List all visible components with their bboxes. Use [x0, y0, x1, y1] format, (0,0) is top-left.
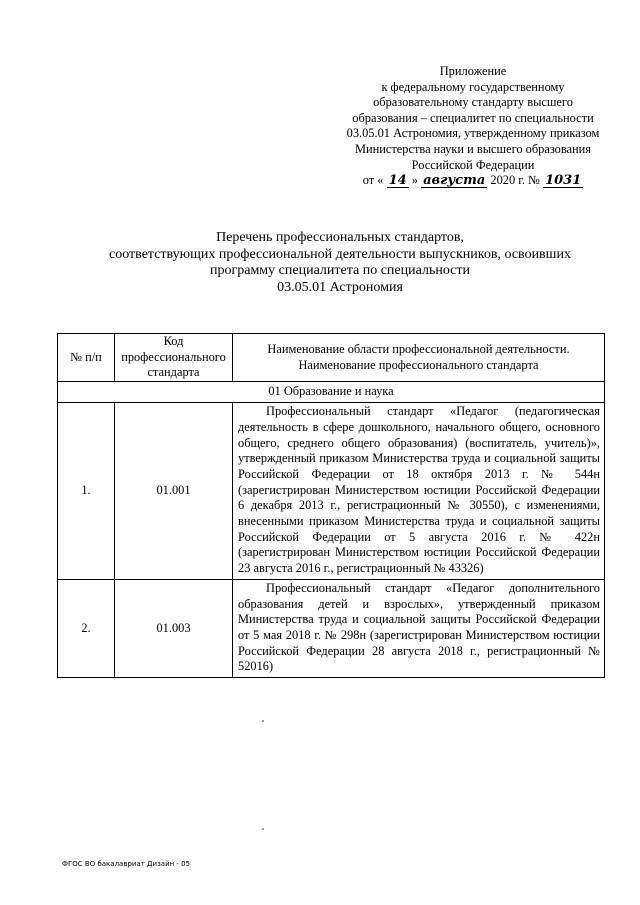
header-num: № п/п [58, 334, 115, 382]
row-num: 1. [58, 403, 115, 580]
scan-speck [262, 828, 264, 830]
header-code: Код профессионального стандарта [115, 334, 233, 382]
page-footer: ФГОС ВО бакалавриат Дизайн - 05 [62, 860, 191, 868]
header-name: Наименование области профессиональной деятельности. Наименование профессионального стандарта [233, 334, 605, 382]
appendix-line: Министерства науки и высшего образования [354, 141, 592, 156]
document-title [40, 230, 640, 296]
section-title: 01 Образование и наука [58, 382, 605, 403]
table-header-row [58, 334, 605, 382]
section-row [58, 382, 605, 403]
row-code: 01.003 [115, 579, 233, 677]
order-year: 2020 г. № [490, 173, 540, 188]
standards-table [57, 333, 605, 678]
row-text: Профессиональный стандарт «Педагог дополнительного образования детей и взрослых», утвержденный приказом Министерства труда и социальной защиты Российской Федерации от 5 мая 2018 г. № 298н (зарегистрирован Министерством юстиции Российской Федерации 28 августа 2018 г., регистрационный № 52016) [238, 580, 600, 674]
row-code: 01.001 [115, 403, 233, 580]
order-date-line [300, 173, 640, 189]
appendix-line: образовательному стандарту высшего [373, 95, 573, 110]
row-description [233, 403, 605, 580]
title-line: 03.05.01 Астрономия [277, 279, 403, 295]
appendix-line: к федеральному государственному [381, 79, 565, 94]
date-prefix: от « [362, 173, 384, 188]
title-line: соответствующих профессиональной деятельности выпускников, освоивших [109, 246, 571, 262]
order-number: 1031 [545, 173, 582, 189]
appendix-block [300, 64, 640, 189]
title-line: Перечень профессиональных стандартов, [216, 230, 464, 245]
table-row [58, 403, 605, 580]
row-num: 2. [58, 579, 115, 677]
row-text: Профессиональный стандарт «Педагог (педагогическая деятельность в сфере дошкольного, начального общего, основного общего, среднего общего образования) (воспитатель, учитель)», утвержденный приказом Министерства труда и социальной защиты Российской Федерации от 18 октября 2013 г. № 544н (зарегистрирован Министерством юстиции Российской Федерации 6 декабря 2013 г., регистрационный № 30550), с изменениями, внесенными приказом Министерства труда и социальной защиты Российской Федерации от 5 августа 2016 г. № 422н (зарегистрирован Министерством юстиции Российской Федерации 23 августа 2016 г., регистрационный № 43326) [238, 404, 600, 576]
title-line: программу специалитета по специальности [210, 263, 470, 278]
date-mid: » [411, 173, 418, 188]
order-day: 14 [388, 173, 407, 189]
appendix-line: Российской Федерации [411, 157, 535, 172]
table-row [58, 579, 605, 677]
appendix-line: Приложение [439, 64, 507, 78]
scan-speck [262, 720, 264, 722]
appendix-line: образования – специалитет по специальности [352, 110, 594, 125]
row-description [233, 579, 605, 677]
order-month: августа [423, 173, 486, 189]
appendix-line: 03.05.01 Астрономия, утвержденному приказом [346, 126, 600, 141]
